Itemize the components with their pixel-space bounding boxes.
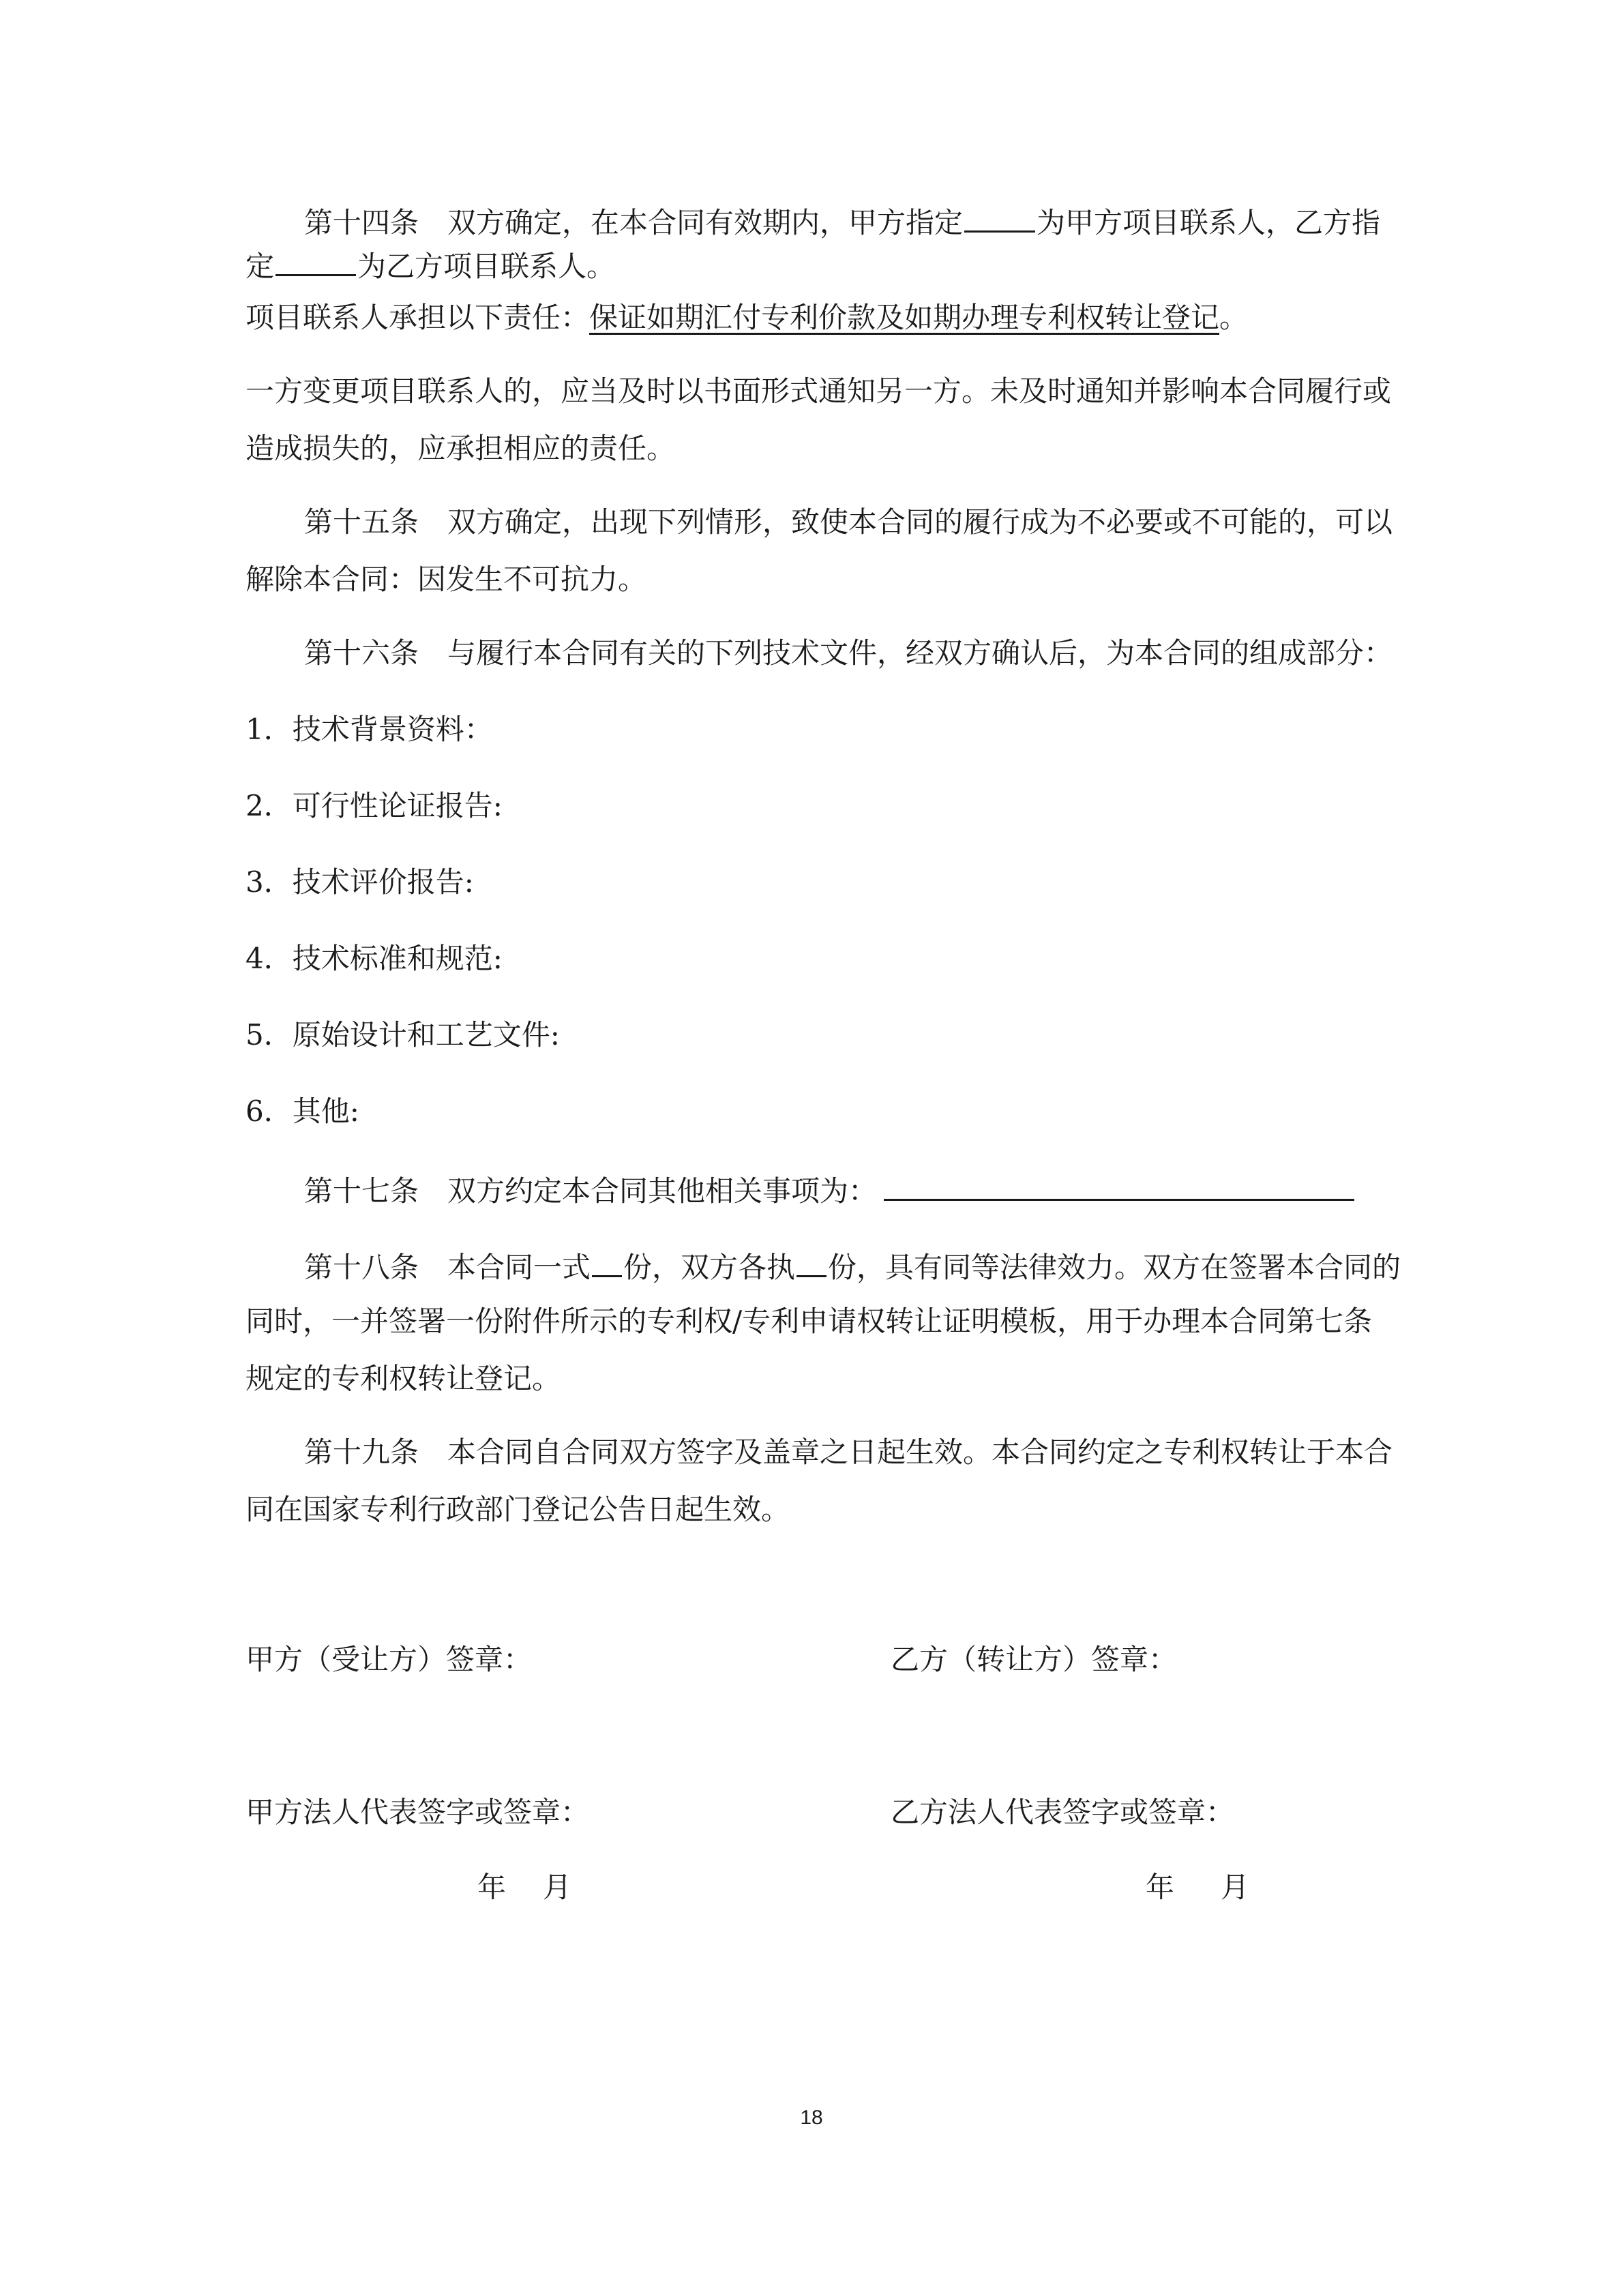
article-14-number: 第十四条 bbox=[304, 206, 419, 239]
party-a-rep-label: 甲方法人代表签字或签章： bbox=[245, 1795, 590, 1829]
article-18-number: 第十八条 bbox=[304, 1251, 419, 1284]
article-19-number: 第十九条 bbox=[304, 1435, 419, 1469]
copies-each-blank[interactable] bbox=[796, 1245, 827, 1277]
article-17-number: 第十七条 bbox=[304, 1174, 419, 1208]
total-copies-blank[interactable] bbox=[592, 1245, 622, 1277]
contact-change-line-2: 造成损失的，应承担相应的责任。 bbox=[245, 432, 676, 465]
article-18-line-1: 第十八条 本合同一式 份，双方各执 份，具有同等法律效力。双方在签署本合同的 bbox=[304, 1245, 1401, 1287]
article-17-line-1: 第十七条 双方约定本合同其他相关事项为： bbox=[304, 1169, 1356, 1210]
article-16-line-1: 第十六条 与履行本合同有关的下列技术文件，经双方确认后，为本合同的组成部分： bbox=[304, 636, 1393, 670]
contact-change-line-1: 一方变更项目联系人的，应当及时以书面形式通知另一方。未及时通知并影响本合同履行或 bbox=[245, 374, 1392, 408]
party-b-year-label: 年 bbox=[1146, 1870, 1175, 1904]
article-19-line-2: 同在国家专利行政部门登记公告日起生效。 bbox=[245, 1493, 790, 1526]
article-16-number: 第十六条 bbox=[304, 636, 419, 670]
party-b-seal-label: 乙方（转让方）签章： bbox=[891, 1643, 1178, 1676]
tech-doc-item-6: 6．其他: bbox=[245, 1094, 359, 1128]
contact-responsibility-text: 保证如期汇付专利价款及如期办理专利权转让登记 bbox=[589, 301, 1220, 334]
page-number: 18 bbox=[800, 2106, 823, 2129]
article-15-line-1: 第十五条 双方确定，出现下列情形，致使本合同的履行成为不必要或不可能的，可以 bbox=[304, 505, 1393, 539]
party-a-seal-label: 甲方（受让方）签章： bbox=[245, 1643, 533, 1676]
party-a-month-label: 月 bbox=[543, 1870, 572, 1904]
tech-doc-item-3: 3．技术评价报告: bbox=[245, 865, 474, 899]
party-a-contact-blank[interactable] bbox=[964, 200, 1035, 233]
article-14-line-1: 第十四条 双方确定，在本合同有效期内，甲方指定 为甲方项目联系人，乙方指 bbox=[304, 200, 1380, 242]
party-b-contact-blank[interactable] bbox=[276, 244, 356, 276]
article-15-line-2: 解除本合同：因发生不可抗力。 bbox=[245, 563, 647, 596]
tech-doc-item-5: 5．原始设计和工艺文件: bbox=[245, 1018, 560, 1052]
tech-doc-item-4: 4．技术标准和规范: bbox=[245, 942, 503, 975]
tech-doc-item-2: 2．可行性论证报告: bbox=[245, 789, 503, 822]
other-matters-blank[interactable] bbox=[884, 1169, 1354, 1201]
article-18-line-2: 同时，一并签署一份附件所示的专利权/专利申请权转让证明模板，用于办理本合同第七条 bbox=[245, 1304, 1373, 1338]
article-19-line-1: 第十九条 本合同自合同双方签字及盖章之日起生效。本合同约定之专利权转让于本合 bbox=[304, 1435, 1393, 1469]
contact-responsibility-line: 项目联系人承担以下责任：保证如期汇付专利价款及如期办理专利权转让登记。 bbox=[245, 301, 1249, 334]
party-a-year-label: 年 bbox=[477, 1870, 507, 1904]
article-14-line-2: 定 为乙方项目联系人。 bbox=[245, 244, 615, 286]
party-b-month-label: 月 bbox=[1221, 1870, 1250, 1904]
article-15-number: 第十五条 bbox=[304, 505, 419, 539]
article-18-line-3: 规定的专利权转让登记。 bbox=[245, 1362, 561, 1395]
tech-doc-item-1: 1．技术背景资料： bbox=[245, 713, 493, 746]
party-b-rep-label: 乙方法人代表签字或签章： bbox=[891, 1795, 1235, 1829]
